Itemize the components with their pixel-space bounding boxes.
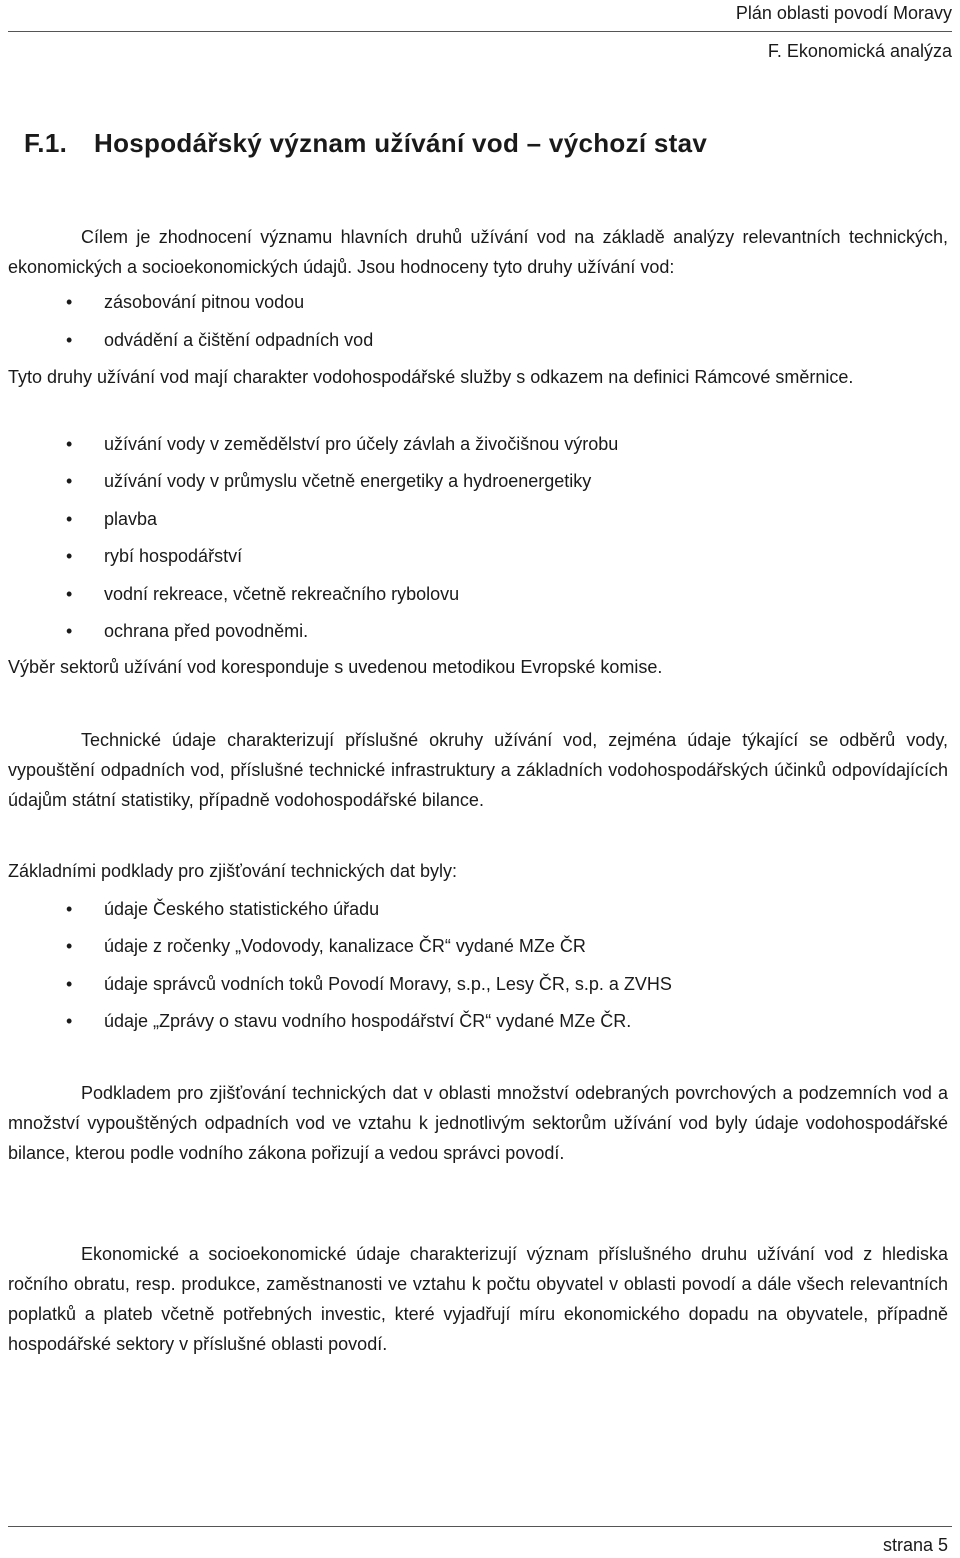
bullet-icon: • <box>66 974 73 994</box>
intro-paragraph: Cílem je zhodnocení významu hlavních druhů užívání vod na základě analýzy relevantních technických, ekonomických a socioekonomických údajů. Jsou hodnoceny tyto druhy užívání vod: <box>8 227 948 277</box>
basis-paragraph: Podkladem pro zjišťování technických dat v oblasti množství odebraných povrchových a podzemních vod a množství vypouštěných odpadních vod ve vztahu k jednotlivým sektorům užívání vod byly údaje vodohospodářské bilance, kterou podle vodního zákona pořizují a vedou správci povodí. <box>8 1083 948 1163</box>
list-item-text: ochrana před povodněmi. <box>104 621 309 641</box>
bullet-icon: • <box>66 434 73 454</box>
list-item-text: užívání vody v zemědělství pro účely závlah a živočišnou výrobu <box>104 434 619 454</box>
header-document-title: Plán oblasti povodí Moravy <box>735 3 952 23</box>
list-item-text: užívání vody v průmyslu včetně energetiky a hydroenergetiky <box>104 471 592 491</box>
bullet-icon: • <box>66 936 73 956</box>
bullet-icon: • <box>66 1011 73 1031</box>
list-item-text: údaje z ročenky „Vodovody, kanalizace ČR“ vydané MZe ČR <box>104 936 586 956</box>
bullet-icon: • <box>66 471 73 491</box>
list-item-text: odvádění a čištění odpadních vod <box>104 330 374 350</box>
list-item-text: rybí hospodářství <box>104 546 243 566</box>
list-item-text: vodní rekreace, včetně rekreačního rybolovu <box>104 584 460 604</box>
list-item-text: údaje „Zprávy o stavu vodního hospodářství ČR“ vydané MZe ČR. <box>104 1011 632 1031</box>
sources-paragraph: Základními podklady pro zjišťování technických dat byly: <box>8 861 457 881</box>
bullet-icon: • <box>66 899 73 919</box>
header-section-title: F. Ekonomická analýza <box>767 41 952 61</box>
bullet-icon: • <box>66 584 73 604</box>
services-paragraph: Tyto druhy užívání vod mají charakter vodohospodářské služby s odkazem na definici Rámcové směrnice. <box>8 367 854 387</box>
list-item-text: plavba <box>104 509 158 529</box>
bullet-icon: • <box>66 509 73 529</box>
list-item-text: zásobování pitnou vodou <box>104 292 305 312</box>
section-number: F.1. <box>24 128 68 158</box>
header-divider <box>8 31 952 32</box>
section-heading <box>24 128 707 159</box>
technical-paragraph: Technické údaje charakterizují příslušné okruhy užívání vod, zejména údaje týkající se odběrů vody, vypouštění odpadních vod, příslušné technické infrastruktury a základních vodohospodářských účinků odpovídajících údajům státní statistiky, případně vodohospodářské bilance. <box>8 730 948 810</box>
section-title: Hospodářský význam užívání vod – výchozí stav <box>94 128 708 158</box>
bullet-icon: • <box>66 546 73 566</box>
list-item-text: údaje Českého statistického úřadu <box>104 899 380 919</box>
economic-paragraph: Ekonomické a socioekonomické údaje charakterizují význam příslušného druhu užívání vod z hlediska ročního obratu, resp. produkce, zaměstnanosti ve vztahu k počtu obyvatel v oblasti povodí a dále všech relevantních poplatků a plateb včetně potřebných investic, které vyjadřují míru ekonomického dopadu na obyvatele, případně hospodářské sektory v příslušné oblasti povodí. <box>8 1244 948 1354</box>
page-number: strana 5 <box>882 1535 948 1555</box>
bullet-icon: • <box>66 292 73 312</box>
selection-paragraph: Výběr sektorů užívání vod koresponduje s uvedenou metodikou Evropské komise. <box>8 657 663 677</box>
bullet-icon: • <box>66 330 73 350</box>
list-item-text: údaje správců vodních toků Povodí Moravy, s.p., Lesy ČR, s.p. a ZVHS <box>104 974 672 994</box>
bullet-icon: • <box>66 621 73 641</box>
footer-divider <box>8 1526 952 1527</box>
